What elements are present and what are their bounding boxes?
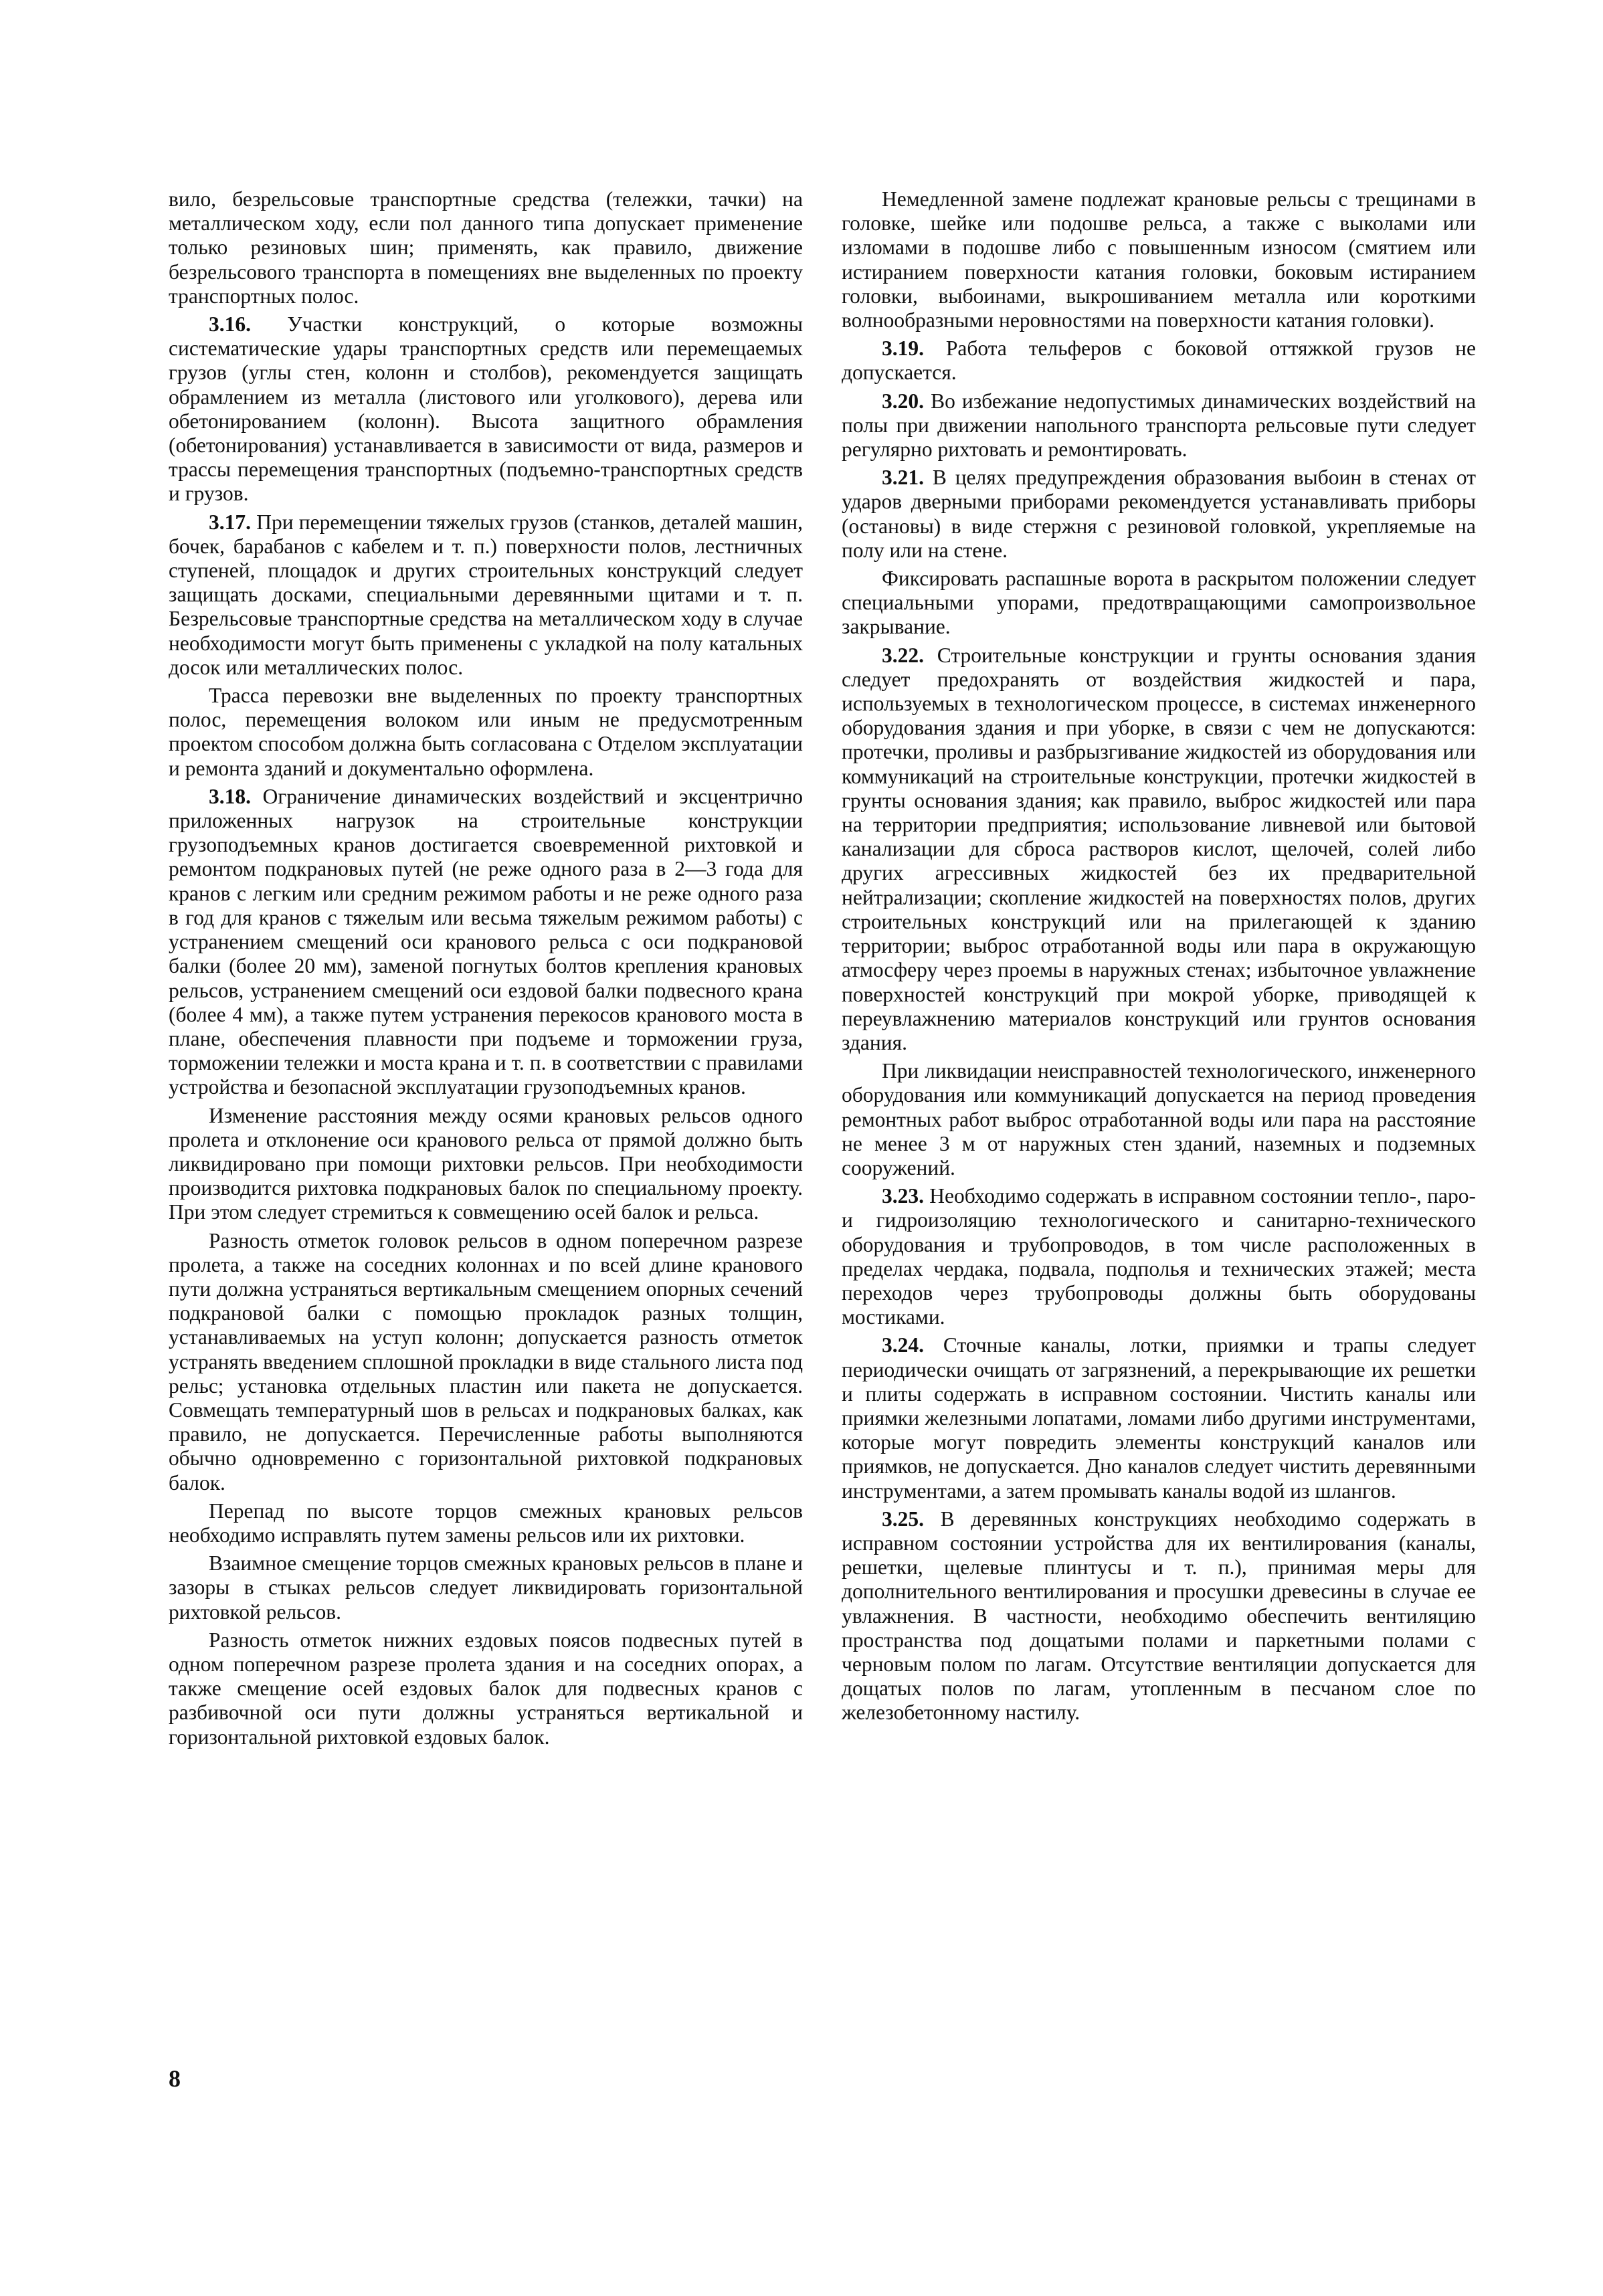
paragraph-text: В целях предупреждения образования выбоин в стенах от ударов дверными приборами рекомендуется устанавливать приборы (остановы) в виде стержня с резиновой головкой, укрепляемые на полу или на стене.	[842, 466, 1476, 562]
paragraph-text: вило, безрельсовые транспортные средства (тележки, тачки) на металлическом ходу, если пол данного типа допускает применение только резиновых шин; применять, как правило, движение безрельсового транспорта в помещениях вне выделенных по проекту транспортных полос.	[169, 187, 803, 308]
section-number: 3.23.	[882, 1184, 924, 1208]
paragraph	[169, 510, 803, 680]
paragraph-text: Трасса перевозки вне выделенных по проекту транспортных полос, перемещения волоком или иным не предусмотренным проектом способом должна быть согласована с Отделом эксплуатации и ремонта зданий и документально оформлена.	[169, 684, 803, 780]
paragraph	[842, 1333, 1476, 1503]
paragraph-text: Участки конструкций, о которые возможны систематические удары транспортных средств или перемещаемых грузов (углы стен, колонн и столбов), рекомендуется защищать обрамлением из металла (листового или уголкового), дерева или обетонированием (колонн). Высота защитного обрамления (обетонирования) устанавливается в зависимости от вида, размеров и трассы перемещения транспортных (подъемно-транспортных средств и грузов.	[169, 312, 803, 506]
paragraph	[842, 337, 1476, 385]
paragraph-text: Разность отметок головок рельсов в одном поперечном разрезе пролета, а также на соседних колоннах и по всей длине кранового пути должна устраняться вертикальным смещением опорных сечений подкрановой балки с помощью прокладок разных толщин, устанавливаемых на уступ колонн; допускается разность отметок устранять введением сплошной прокладки в виде стального листа под рельс; установка отдельных пластин или пакета не допускается. Совмещать температурный шов в рельсах и подкрановых балках, как правило, не допускается. Перечисленные работы выполняются обычно одновременно с горизонтальной рихтовкой подкрановых балок.	[169, 1228, 803, 1495]
right-text-column	[842, 187, 1476, 1729]
section-number: 3.19.	[882, 337, 924, 361]
paragraph	[842, 389, 1476, 462]
section-number: 3.16.	[209, 312, 251, 337]
paragraph	[169, 187, 803, 308]
paragraph	[842, 466, 1476, 563]
paragraph-text: Перепад по высоте торцов смежных крановых рельсов необходимо исправлять путем замены рельсов или их рихтовки.	[169, 1499, 803, 1547]
section-number: 3.18.	[209, 784, 251, 808]
paragraph	[842, 1059, 1476, 1180]
paragraph-text: Во избежание недопустимых динамических воздействий на полы при движении напольного транспорта рельсовые пути следует регулярно рихтовать и ремонтировать.	[842, 389, 1477, 462]
section-number: 3.17.	[209, 510, 251, 534]
paragraph-text: Фиксировать распашные ворота в раскрытом положении следует специальными упорами, предотвращающими самопроизвольное закрывание.	[842, 567, 1476, 639]
paragraph	[842, 1507, 1476, 1725]
paragraph-text: При перемещении тяжелых грузов (станков, деталей машин, бочек, барабанов с кабелем и т. п.) поверхности полов, лестничных ступеней, площадок и других строительных конструкций следует защищать досками, специальными деревянными щитами и т. п. Безрельсовые транспортные средства на металлическом ходу в случае необходимости могут быть применены с укладкой на полу катальных досок или металлических полос.	[169, 510, 803, 679]
paragraph	[842, 644, 1476, 1055]
paragraph	[169, 785, 803, 1100]
paragraph	[169, 1229, 803, 1495]
paragraph-text: В деревянных конструкциях необходимо содержать в исправном состоянии устройства для их вентилирования (каналы, решетки, щелевые плинтусы и т. п.), принимая меры для дополнительного вентилирования и просушки древесины в случае ее увлажнения. В частности, необходимо обеспечить вентиляцию пространства под дощатыми полами и паркетными полами с черновым полом по лагам. Отсутствие вентиляции допускается для дощатых полов по лагам, утопленным в песчаном слое по железобетонному настилу.	[842, 1507, 1476, 1725]
paragraph	[169, 1104, 803, 1225]
paragraph-text: Работа тельферов с боковой оттяжкой грузов не допускается.	[842, 337, 1477, 385]
paragraph	[169, 1628, 803, 1749]
paragraph-text: Необходимо содержать в исправном состоянии тепло-, паро- и гидроизоляцию технологического и санитарно-технического оборудования и трубопроводов, в том числе расположенных в пределах чердака, подвала, подполья и технических этажей; места переходов через трубопроводы должны быть оборудованы мостиками.	[842, 1184, 1476, 1329]
section-number: 3.21.	[882, 466, 924, 490]
paragraph-text: Немедленной замене подлежат крановые рельсы с трещинами в головке, шейке или подошве рельса, а также с выколами или изломами в подошве либо с повышенным износом (смятием или истиранием поверхности катания головки, боковым истиранием головки, выбоинами, выкрошиванием металла или короткими волнообразными неровностями на поверхности катания головки).	[842, 187, 1476, 332]
paragraph	[842, 567, 1476, 640]
paragraph	[169, 1551, 803, 1624]
left-text-column	[169, 187, 803, 1753]
paragraph-text: Взаимное смещение торцов смежных крановых рельсов в плане и зазоры в стыках рельсов следует ликвидировать горизонтальной рихтовкой рельсов.	[169, 1551, 803, 1624]
section-number: 3.25.	[882, 1507, 924, 1531]
paragraph	[169, 312, 803, 506]
paragraph-text: Ограничение динамических воздействий и эксцентрично приложенных нагрузок на строительные конструкции грузоподъемных кранов достигается своевременной рихтовкой и ремонтом подкрановых путей (не реже одного раза в 2—3 года для кранов с легким или средним режимом работы и не реже одного раза в год для кранов с тяжелым или весьма тяжелым режимом работы) с устранением смещений оси кранового рельса с оси подкрановой балки (более 20 мм), заменой погнутых болтов крепления крановых рельсов, устранением смещений оси ездовой балки подвесного крана (более 4 мм), а также путем устранения перекосов кранового моста в плане, обеспечения плавности при подъеме и торможении груза, торможении тележки и моста крана и т. п. в соответствии с правилами устройства и безопасной эксплуатации грузоподъемных кранов.	[169, 784, 803, 1099]
page-number: 8	[169, 2065, 181, 2092]
paragraph-text: При ликвидации неисправностей технологического, инженерного оборудования или коммуникаций допускается на период проведения ремонтных работ выброс отработанной воды или пара на расстояние не менее 3 м от наружных стен зданий, наземных и подземных сооружений.	[842, 1059, 1476, 1179]
paragraph-text: Изменение расстояния между осями крановых рельсов одного пролета и отклонение оси кранового рельса от прямой должно быть ликвидировано при помощи рихтовки рельсов. При необходимости производится рихтовка подкрановых балок по специальному проекту. При этом следует стремиться к совмещению осей балок и рельса.	[169, 1103, 803, 1224]
paragraph-text: Сточные каналы, лотки, приямки и трапы следует периодически очищать от загрязнений, а перекрывающие их решетки и плиты содержать в исправном состоянии. Чистить каналы или приямки железными лопатами, ломами либо другими инструментами, которые могут повредить элементы конструкций каналов или приямков, не допускается. Дно каналов следует чистить деревянными инструментами, а затем промывать каналы водой из шлангов.	[842, 1333, 1476, 1503]
paragraph	[169, 1499, 803, 1547]
paragraph-text: Разность отметок нижних ездовых поясов подвесных путей в одном поперечном разрезе пролета здания и на соседних опорах, а также смещение осей ездовых балок для подвесных кранов с разбивочной оси пути должны устраняться вертикальной и горизонтальной рихтовкой ездовых балок.	[169, 1628, 803, 1749]
section-number: 3.24.	[882, 1333, 924, 1357]
section-number: 3.22.	[882, 643, 924, 667]
section-number: 3.20.	[882, 389, 924, 413]
paragraph	[842, 187, 1476, 332]
paragraph-text: Строительные конструкции и грунты основания здания следует предохранять от воздействия жидкостей и пара, используемых в технологическом процессе, в системах инженерного оборудования здания и при уборке, в связи с чем не допускаются: протечки, проливы и разбрызгивание жидкостей из оборудования или коммуникаций на строительные конструкции, протечки жидкостей в грунты основания здания; как правило, выброс жидкостей или пара на территории предприятия; использование ливневой или бытовой канализации для сброса растворов кислот, щелочей, солей либо других агрессивных жидкостей без их предварительной нейтрализации; скопление жидкостей на поверхностях полов, других строительных конструкций или на прилегающей к зданию территории; выброс отработанной воды или пара в окружающую атмосферу через проемы в наружных стенах; избыточное увлажнение поверхностей конструкций при мокрой уборке, приводящей к переувлажнению материалов конструкций или грунтов основания здания.	[842, 643, 1477, 1054]
paragraph	[169, 684, 803, 781]
paragraph	[842, 1184, 1476, 1329]
